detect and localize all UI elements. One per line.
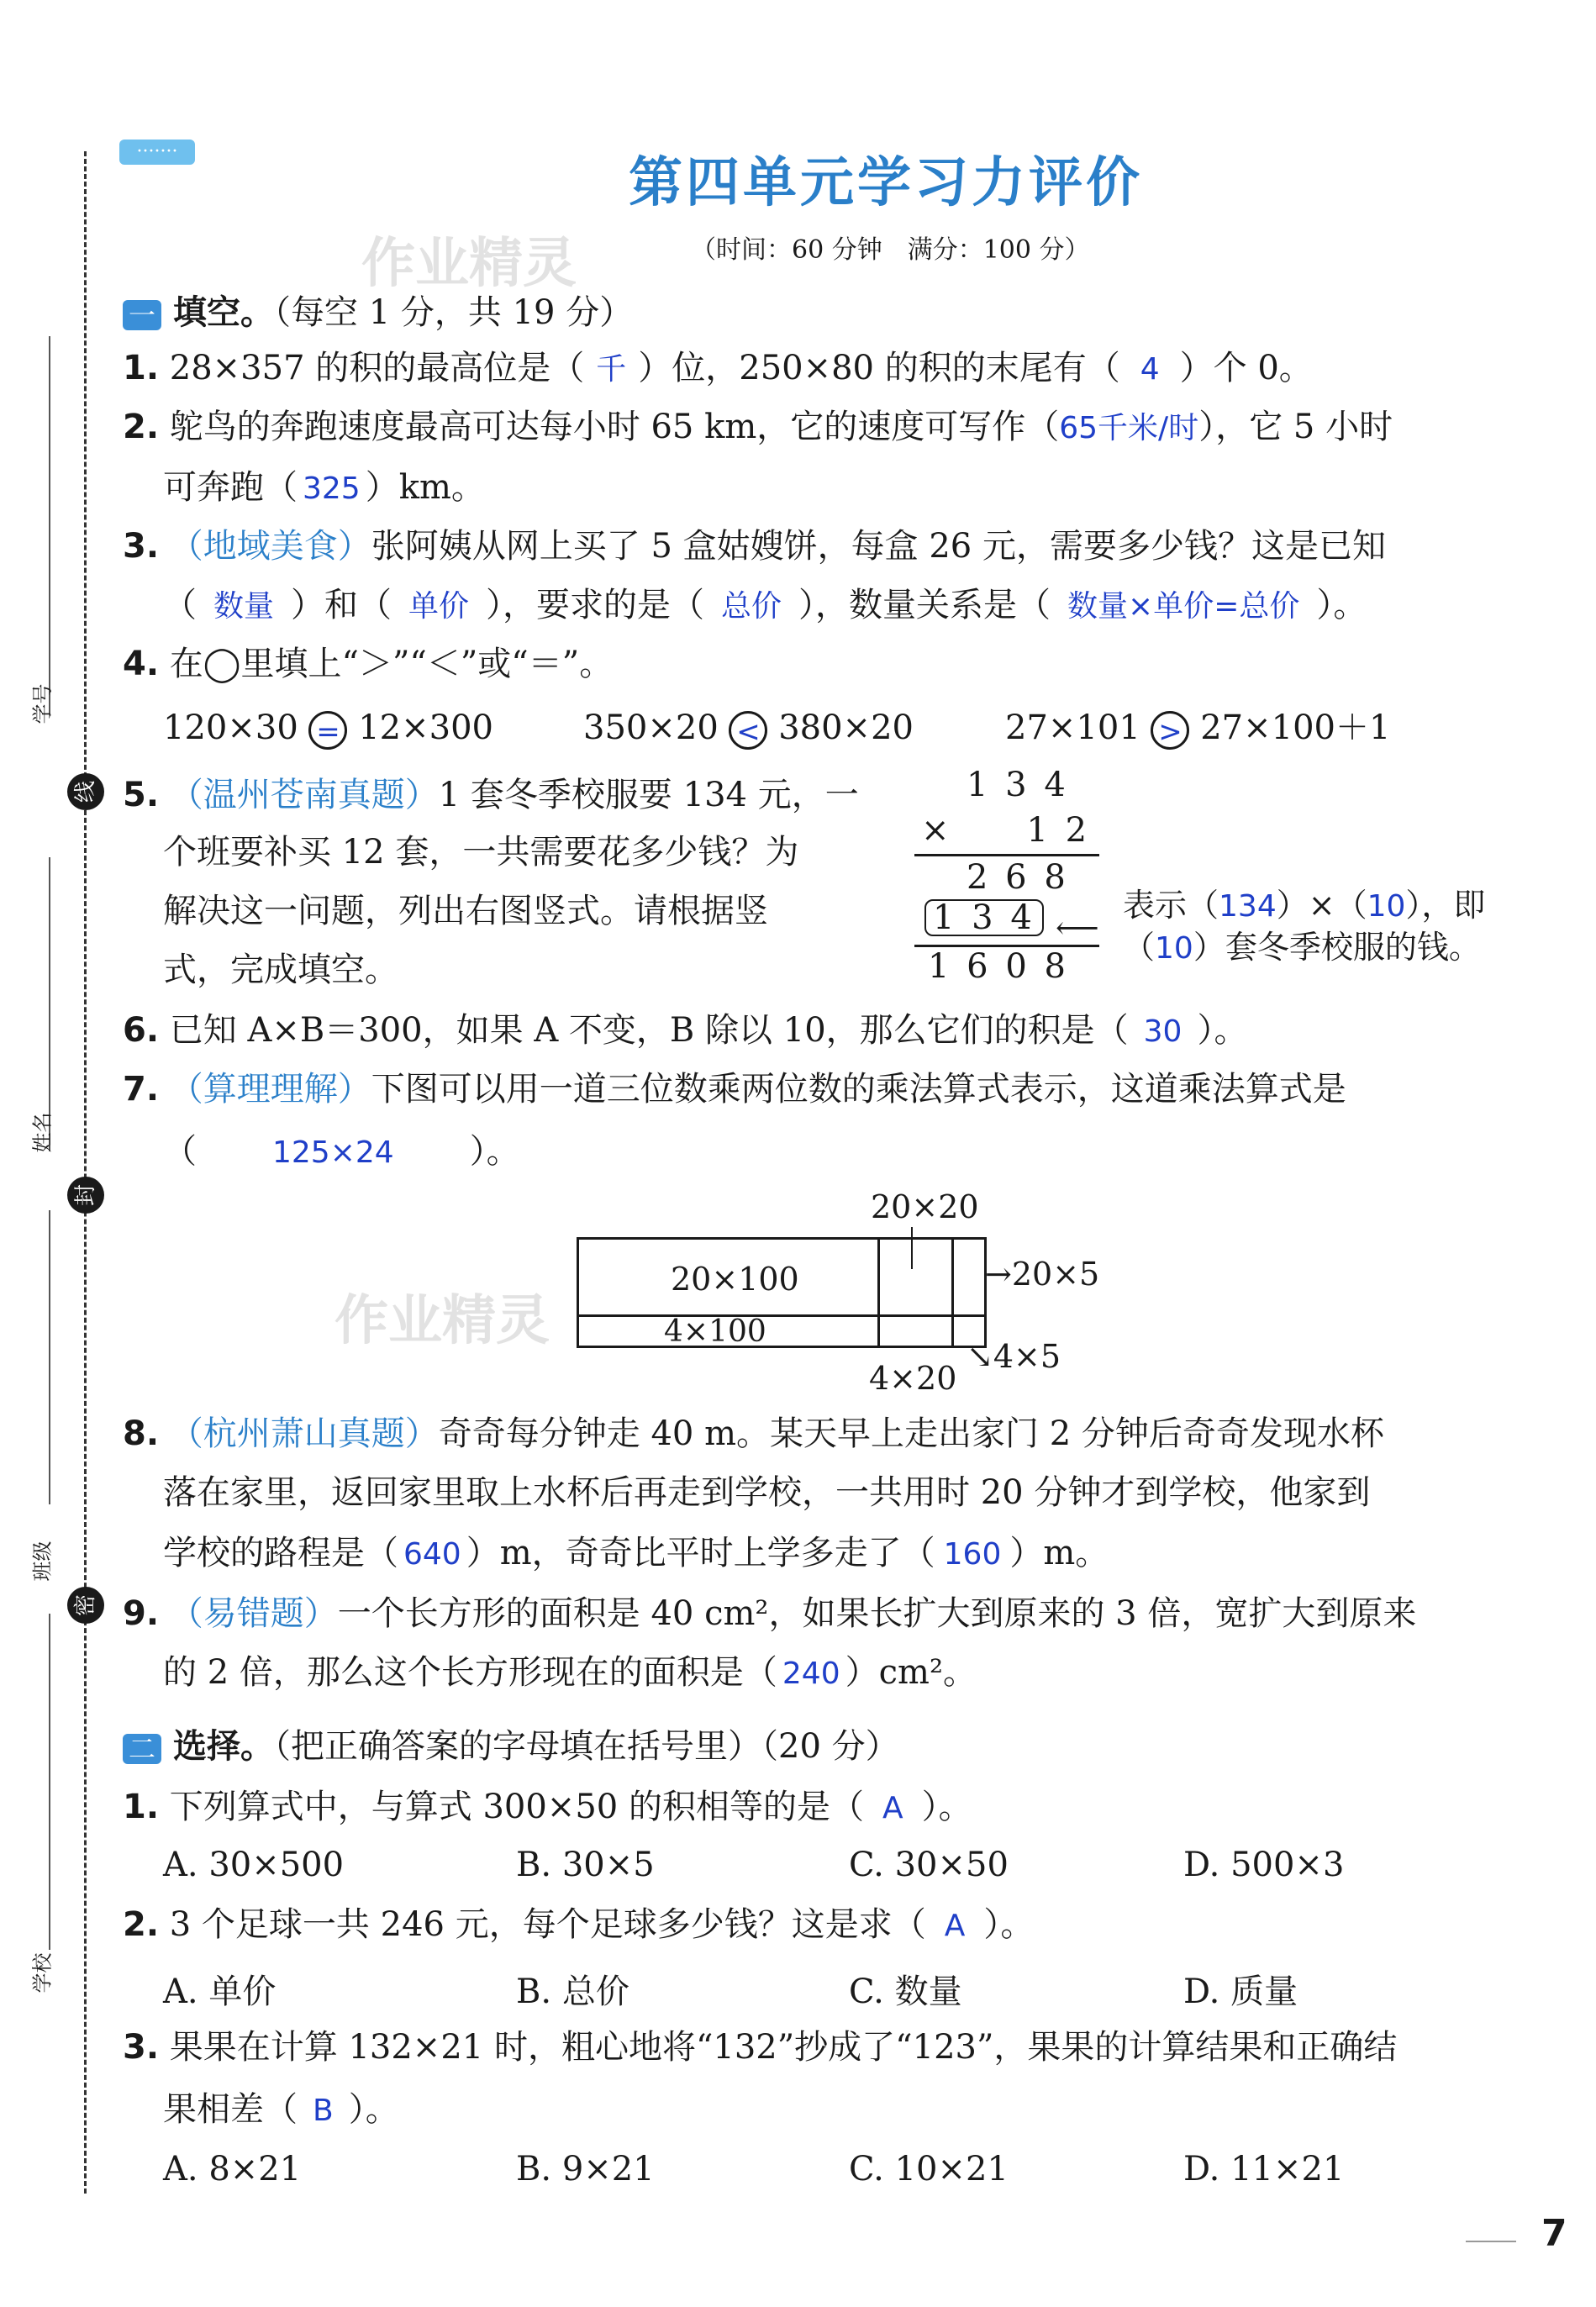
question-number: 8. bbox=[123, 1414, 160, 1453]
question-text: 的 2 倍，那么这个长方形现在的面积是（ bbox=[163, 1653, 777, 1692]
option: B. 总价 bbox=[516, 1973, 629, 2011]
question-number: 7. bbox=[123, 1070, 160, 1109]
answer: A bbox=[882, 1791, 903, 1825]
s1-q2 bbox=[123, 405, 1393, 450]
answer: 30 bbox=[1143, 1014, 1183, 1049]
question-number: 5. bbox=[123, 776, 160, 814]
question-text: 果果在计算 132×21 时，粗心地将“132”抄成了“123”，果果的计算结果和正确结 bbox=[169, 2028, 1398, 2067]
compare-right: 12×300 bbox=[358, 708, 493, 747]
answer: 总价 bbox=[721, 589, 782, 624]
page-title: 第四单元学习力评价 bbox=[629, 152, 1143, 214]
question-text: 果相差（ bbox=[163, 2090, 298, 2129]
diagram-hline bbox=[577, 1314, 987, 1317]
compare-item bbox=[1005, 706, 1390, 750]
question-tag: （温州苍南真题） bbox=[169, 776, 439, 814]
diagram-label-bl: 4×20 bbox=[869, 1360, 957, 1397]
option: A. 单价 bbox=[163, 1973, 277, 2011]
question-number: 1. bbox=[123, 1788, 160, 1826]
diagram-label-top: 20×20 bbox=[871, 1188, 979, 1225]
s1-q7-line2 bbox=[163, 1130, 520, 1175]
answer: 4 bbox=[1140, 352, 1160, 387]
question-text: 下列算式中，与算式 300×50 的积相等的是（ bbox=[169, 1788, 864, 1826]
question-text: ）km。 bbox=[365, 468, 485, 507]
compare-right: 380×20 bbox=[778, 708, 914, 747]
answer: 65千米/时 bbox=[1059, 411, 1199, 445]
question-number: 2. bbox=[123, 1905, 160, 1944]
option: A. 30×500 bbox=[163, 1846, 345, 1884]
question-number: 4. bbox=[123, 645, 160, 683]
option: D. 质量 bbox=[1183, 1973, 1298, 2011]
question-text: 奇奇每分钟走 40 m。某天早上走出家门 2 分钟后奇奇发现水杯 bbox=[438, 1414, 1384, 1453]
footer-rule bbox=[1466, 2241, 1516, 2242]
section2-note: （把正确答案的字母填在括号里）（20 分） bbox=[274, 1727, 899, 1766]
answer: 125×24 bbox=[272, 1135, 394, 1170]
compare-right: 27×100＋1 bbox=[1200, 708, 1391, 747]
question-tag: （地域美食） bbox=[169, 527, 371, 566]
question-text: ）。 bbox=[983, 1905, 1035, 1944]
question-text: ），数量关系是（ bbox=[798, 586, 1051, 624]
question-text: ）×（ bbox=[1276, 887, 1367, 924]
vertical-row-1: 1 3 4 bbox=[967, 766, 1069, 804]
s1-q8-line2: 落在家里，返回家里取上水杯后再走到学校，一共用时 20 分钟才到学校，他家到 bbox=[163, 1473, 1371, 1512]
binding-field-line bbox=[49, 1210, 50, 1504]
compare-item bbox=[583, 706, 914, 750]
compare-left: 350×20 bbox=[583, 708, 719, 747]
question-text: ）和（ bbox=[291, 586, 392, 624]
watermark: 作业精灵 bbox=[361, 233, 577, 295]
answer: 10 bbox=[1367, 889, 1406, 924]
question-number: 3. bbox=[123, 527, 160, 566]
answer: 数量×单价=总价 bbox=[1067, 589, 1300, 624]
s1-q5 bbox=[123, 773, 859, 817]
section1-title: 填空。 bbox=[173, 293, 274, 332]
binding-field-line bbox=[49, 1614, 50, 1950]
class-label: 班级 bbox=[30, 1541, 55, 1582]
s2-q2 bbox=[123, 1903, 1034, 1948]
compare-item bbox=[163, 706, 493, 750]
question-text: ）。 bbox=[921, 1788, 972, 1826]
page-subtitle: （时间：60 分钟 满分：100 分） bbox=[691, 235, 1090, 265]
s1-q3 bbox=[123, 524, 1386, 568]
compare-left: 27×101 bbox=[1005, 708, 1140, 747]
s1-q8 bbox=[123, 1412, 1384, 1456]
binding-field-line bbox=[49, 336, 50, 714]
page-number: 7 bbox=[1541, 2212, 1567, 2255]
question-text: 鸵鸟的奔跑速度最高可达每小时 65 km，它的速度可写作（ bbox=[169, 408, 1060, 446]
option: A. 8×21 bbox=[163, 2150, 302, 2188]
seal-secret: 密 bbox=[67, 1587, 104, 1624]
question-text: 表示（ bbox=[1123, 887, 1219, 924]
s2-q1 bbox=[123, 1785, 972, 1830]
option: C. 30×50 bbox=[849, 1846, 1009, 1884]
answer: 单价 bbox=[408, 589, 470, 624]
section1-header bbox=[123, 291, 633, 334]
s1-q5-line4: 式，完成填空。 bbox=[163, 951, 398, 989]
question-number: 9. bbox=[123, 1594, 160, 1633]
question-text: ），要求的是（ bbox=[486, 586, 705, 624]
question-text: ）。 bbox=[1316, 586, 1367, 624]
question-text: 下图可以用一道三位数乘两位数的乘法算式表示，这道乘法算式是 bbox=[371, 1070, 1346, 1109]
question-tag: （杭州萧山真题） bbox=[169, 1414, 439, 1453]
diagram-right-text: 20×5 bbox=[1011, 1256, 1100, 1293]
answer: 10 bbox=[1155, 931, 1193, 966]
s1-q8-line3 bbox=[163, 1531, 1109, 1577]
answer: 千 bbox=[596, 352, 627, 387]
school-label: 学校 bbox=[30, 1952, 55, 1994]
question-number: 6. bbox=[123, 1011, 160, 1050]
s1-q4 bbox=[123, 642, 613, 686]
section2-title: 选择。 bbox=[173, 1727, 274, 1766]
answer: B bbox=[313, 2094, 334, 2128]
question-number: 2. bbox=[123, 408, 160, 446]
option: B. 30×5 bbox=[516, 1846, 655, 1884]
question-text: 张阿姨从网上买了 5 盒姑嫂饼，每盒 26 元，需要多少钱？这是已知 bbox=[371, 527, 1386, 566]
s1-q6 bbox=[123, 1009, 1247, 1054]
question-text: ）套冬季校服的钱。 bbox=[1193, 929, 1481, 966]
option: D. 11×21 bbox=[1183, 2150, 1345, 2188]
question-text: ）m。 bbox=[1009, 1534, 1109, 1572]
section1-note: （每空 1 分，共 19 分） bbox=[274, 293, 634, 332]
question-text: 学校的路程是（ bbox=[163, 1534, 398, 1572]
answer: 数量 bbox=[213, 589, 275, 624]
s2-q3 bbox=[123, 2025, 1397, 2069]
question-text: ），即 bbox=[1405, 887, 1486, 924]
question-text: 在◯里填上“＞”“＜”或“＝”。 bbox=[169, 645, 614, 683]
option: C. 10×21 bbox=[849, 2150, 1009, 2188]
question-text: 已知 A×B＝300，如果 A 不变，B 除以 10，那么它们的积是（ bbox=[169, 1011, 1129, 1050]
vertical-row-4: 1 3 4 bbox=[924, 899, 1044, 936]
s1-q7 bbox=[123, 1067, 1346, 1111]
answer: 325 bbox=[303, 471, 361, 506]
binding-line bbox=[84, 151, 87, 2194]
question-text: ）。 bbox=[469, 1132, 520, 1171]
section2-number: 二 bbox=[123, 1734, 161, 1764]
question-text: （ bbox=[163, 1132, 197, 1171]
s2-q3-line2 bbox=[163, 2088, 399, 2133]
answer: 240 bbox=[782, 1657, 840, 1691]
answer: 640 bbox=[403, 1537, 461, 1572]
vertical-row-5: 1 6 0 8 bbox=[928, 947, 1069, 986]
s1-q3-line2 bbox=[163, 583, 1367, 629]
vertical-row-3: 2 6 8 bbox=[967, 858, 1069, 897]
question-text: ）。 bbox=[348, 2090, 399, 2129]
answer: 160 bbox=[943, 1537, 1002, 1572]
compare-circle[interactable]: < bbox=[729, 711, 767, 750]
question-tag: （算理理解） bbox=[169, 1070, 371, 1109]
s1-q9-line2 bbox=[163, 1651, 977, 1696]
question-text: 28×357 的积的最高位是（ bbox=[169, 349, 585, 387]
answer: 134 bbox=[1219, 889, 1277, 924]
name-label: 姓名 bbox=[30, 1112, 55, 1153]
option: C. 数量 bbox=[849, 1973, 962, 2011]
s1-q5-explain-2 bbox=[1123, 921, 1481, 967]
vertical-row-2: × 1 2 bbox=[921, 811, 1091, 850]
diagram-br-text: 4×5 bbox=[993, 1338, 1061, 1375]
header-badge: ······· bbox=[119, 140, 195, 165]
seal-line: 线 bbox=[67, 773, 104, 810]
diagram-label-big: 20×100 bbox=[671, 1261, 799, 1298]
question-text: ），它 5 小时 bbox=[1198, 408, 1393, 446]
s1-q5-explain-1 bbox=[1123, 879, 1485, 925]
question-text: ）cm²。 bbox=[845, 1653, 977, 1692]
arrow-left-icon: ⟵ bbox=[1056, 911, 1099, 945]
diagram-vline bbox=[951, 1237, 954, 1348]
compare-circle[interactable]: > bbox=[1151, 711, 1189, 750]
compare-left: 120×30 bbox=[163, 708, 298, 747]
s1-q5-line2: 个班要补买 12 套，一共需要花多少钱？为 bbox=[163, 833, 799, 872]
diagram-label-right: →20×5 bbox=[985, 1256, 1100, 1293]
diagram-vline bbox=[877, 1237, 880, 1348]
question-text: ）m，奇奇比平时上学多走了（ bbox=[466, 1534, 935, 1572]
s1-q9 bbox=[123, 1592, 1416, 1635]
section1-number: 一 bbox=[123, 300, 161, 330]
binding-field-line bbox=[49, 857, 50, 1151]
question-text: （ bbox=[163, 586, 197, 624]
option: D. 500×3 bbox=[1183, 1846, 1345, 1884]
section2-header bbox=[123, 1725, 899, 1768]
s1-q1 bbox=[123, 346, 1313, 392]
diagram-label-br: ↘4×5 bbox=[967, 1338, 1061, 1375]
question-tag: （易错题） bbox=[169, 1594, 338, 1633]
diagram-label-small: 4×100 bbox=[664, 1314, 766, 1349]
question-text: 3 个足球一共 246 元，每个足球多少钱？这是求（ bbox=[169, 1905, 926, 1944]
s1-q5-line3: 解决这一问题，列出右图竖式。请根据竖 bbox=[163, 892, 768, 930]
question-text: ）位，250×80 的积的末尾有（ bbox=[638, 349, 1120, 387]
student-id-label: 学号 bbox=[30, 683, 55, 724]
question-text: （ bbox=[1123, 929, 1156, 966]
question-text: ）个 0。 bbox=[1179, 349, 1313, 387]
question-text: 一个长方形的面积是 40 cm²，如果长扩大到原来的 3 倍，宽扩大到原来 bbox=[337, 1594, 1417, 1633]
question-text: 可奔跑（ bbox=[163, 468, 298, 507]
question-text: ）。 bbox=[1197, 1011, 1248, 1050]
arrow-up-icon bbox=[911, 1227, 913, 1269]
option: B. 9×21 bbox=[516, 2150, 655, 2188]
question-text: 1 套冬季校服要 134 元，一 bbox=[438, 776, 859, 814]
compare-circle[interactable]: = bbox=[308, 711, 347, 750]
watermark: 作业精灵 bbox=[334, 1290, 550, 1352]
answer: A bbox=[944, 1909, 966, 1943]
seal-seal: 封 bbox=[67, 1177, 104, 1214]
question-number: 1. bbox=[123, 349, 160, 387]
question-number: 3. bbox=[123, 2028, 160, 2067]
s1-q2-line2 bbox=[163, 466, 485, 511]
